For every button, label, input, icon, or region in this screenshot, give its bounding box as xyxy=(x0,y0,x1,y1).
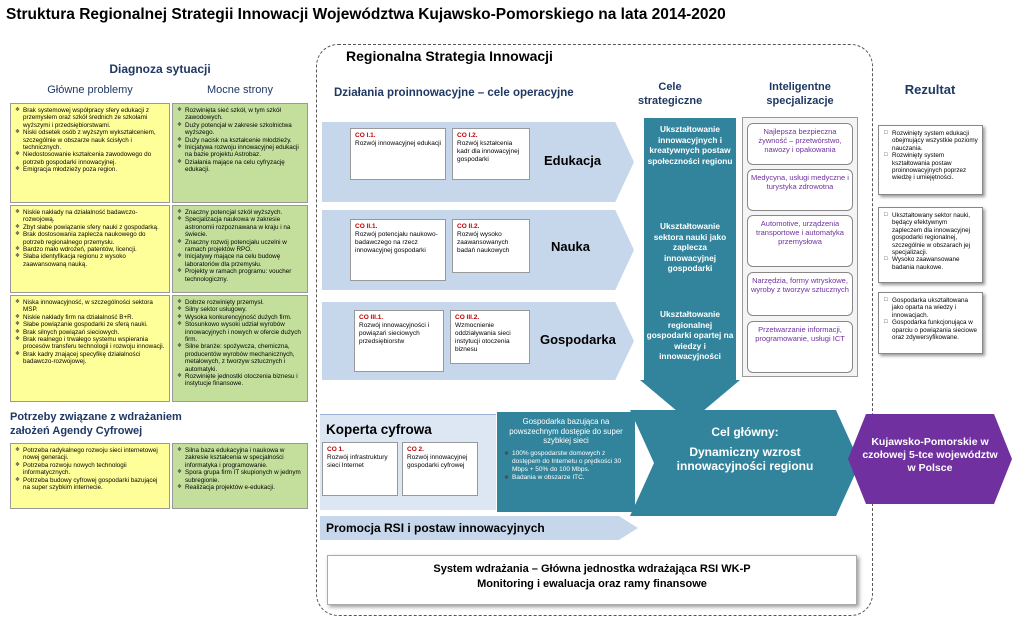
digital-economy-title: Gospodarka bazująca na powszechnym dostępie do super szybkiej sieci xyxy=(509,417,623,445)
list-item: □ Wysoko zaawansowane badania naukowe. xyxy=(892,256,978,271)
problems-box-science xyxy=(10,205,170,293)
list-item: ❖ Brak kadry znającej specyfikę działalności badawczo-rozwojowej. xyxy=(23,351,166,366)
list-item: ❖ Niski odsetek osób z wyższym wykształceniem, szczególnie w obszarze nauk ścisłych i technicznych. xyxy=(23,129,166,151)
list-item: □ Rozwinięty system edukacji obejmujący wszystkie poziomy nauczania. xyxy=(892,130,978,152)
list-item: ❖ Silna baza edukacyjna i naukowa w zakresie kształcenia w specjalności informatyka i programowanie. xyxy=(185,447,304,469)
list-item: ❖ Potrzeba radykalnego rozwoju sieci internetowej nowej generacji. xyxy=(23,447,166,462)
list-item: ❖ Działania mające na celu cyfryzację edukacji. xyxy=(185,159,304,174)
main-goal-text: Dynamiczny wzrost innowacyjności regionu xyxy=(676,445,814,473)
list-item: ❖ Zbyt słabe powiązanie sfery nauki z gospodarką. xyxy=(23,224,166,231)
strategic-goal-2: Ukształtowanie sektora nauki jako zaplecza innowacyjnej gospodarki xyxy=(653,221,727,273)
final-result-text: Kujawsko-Pomorskie w czołowej 5-tce województw w Polsce xyxy=(862,436,998,474)
main-goal-label: Cel główny: xyxy=(711,425,779,439)
list-item: ❖ Niskie nakłady na działalność badawczo-rozwojową. xyxy=(23,209,166,224)
strategic-goal-1: Ukształtowanie innowacyjnych i kreatywnych postaw społeczności regionu xyxy=(647,124,733,166)
strengths-box-economy xyxy=(172,295,308,402)
result-box-education xyxy=(878,125,983,195)
spec-medicine: Medycyna, usługi medyczne i turystyka zdrowotna xyxy=(747,169,853,211)
list-item: ❖ Niedostosowanie kształcenia zawodowego do potrzeb gospodarki innowacyjnej. xyxy=(23,151,166,166)
result-box-economy xyxy=(878,292,983,354)
list-item: ❖ Rozwinięte jednostki otoczenia biznesu i instytucje finansowe. xyxy=(185,373,304,388)
list-item: ❖ Potrzeba rozwoju nowych technologii informatycznych. xyxy=(23,462,166,477)
implementation-system-box xyxy=(327,555,857,605)
problems-header: Główne problemy xyxy=(47,84,133,96)
list-item: ❖ Spora grupa firm IT skupionych w jednym subregionie. xyxy=(185,469,304,484)
digital-agenda-header: Potrzeby związane z wdrażaniem założeń Agendy Cyfrowej xyxy=(10,411,182,437)
spec-ict: Przetwarzanie informacji, programowanie, usługi ICT xyxy=(747,321,853,373)
sector-label-science: Nauka xyxy=(551,239,591,254)
list-item: ❖ Potrzeba budowy cyfrowej gospodarki bazującej na super szybkim internecie. xyxy=(23,477,166,492)
list-item: □ Gospodarka funkcjonująca w oparciu o powiązania sieciowe oraz zdywersyfikowane. xyxy=(892,319,978,341)
rsi-title: Regionalna Strategia Innowacji xyxy=(346,48,553,64)
main-goal xyxy=(660,425,830,473)
sector-label-education: Edukacja xyxy=(544,153,602,168)
list-item: ❖ Brak systemowej współpracy sfery edukacji z przemysłem oraz szkół średnich ze szkołami wyższymi i przedsiębiorstwami. xyxy=(23,107,166,129)
digital-problems-box xyxy=(10,443,170,509)
spec-food: Najlepsza bezpieczna żywność – przetwórstwo, nawozy i opakowania xyxy=(747,123,853,165)
co-box-ii1: CO II.1. Rozwój potencjału naukowo-badawczego na rzecz innowacyjnej gospodarki xyxy=(350,219,446,281)
list-item: ❖ Brak dostosowania zaplecza naukowego do potrzeb regionalnego przemysłu. xyxy=(23,231,166,246)
strengths-header: Mocne strony xyxy=(206,84,274,96)
operational-goals-header: Działania proinnowacyjne – cele operacyjne xyxy=(334,87,574,99)
list-item: ❖ Duży potencjał w zakresie szkolnictwa wyższego. xyxy=(185,122,304,137)
list-item: ❖ Dobrze rozwinięty przemysł. xyxy=(185,299,304,306)
co-box-digital-2: CO 2. Rozwój innowacyjnej gospodarki cyfrowej xyxy=(402,442,478,496)
list-item: ❖ Stosunkowo wysoki udział wyrobów innowacyjnych i nowych w ofercie dużych firm. xyxy=(185,321,304,343)
implementation-system-line1: System wdrażania – Główna jednostka wdrażająca RSI WK-P xyxy=(433,563,751,575)
list-item: ❖ Słabe powiązanie gospodarki ze sferą nauki. xyxy=(23,321,166,328)
list-item: □ Rozwinięty system kształtowania postaw proinnowacyjnych poprzez wiedzę i umiejętności. xyxy=(892,152,978,182)
sector-label-economy: Gospodarka xyxy=(540,332,616,347)
list-item: ❖ Badania w obszarze ITC. xyxy=(512,474,629,482)
promotion-label: Promocja RSI i postaw innowacyjnych xyxy=(326,521,545,535)
strengths-box-science xyxy=(172,205,308,293)
list-item: ❖ Rozwinięta sieć szkół, w tym szkół zawodowych. xyxy=(185,107,304,122)
spec-tools: Narzędzia, formy wtryskowe, wyroby z tworzyw sztucznych xyxy=(747,272,853,316)
problems-box-economy xyxy=(10,295,170,402)
list-item: ❖ 100% gospodarstw domowych z dostępem do Internetu o prędkości 30 Mbps + 50% do 100 Mbps. xyxy=(512,450,629,474)
list-item: ❖ Wysoka konkurencyjność dużych firm. xyxy=(185,314,304,321)
diagnosis-header: Diagnoza sytuacji xyxy=(109,62,211,76)
digital-strengths-box xyxy=(172,443,308,509)
list-item: ❖ Specjalizacja naukowa w zakresie astronomii rozpoznawana w kraju i na świecie. xyxy=(185,216,304,238)
problems-box-education xyxy=(10,103,170,203)
list-item: ❖ Znaczny potencjał szkół wyższych. xyxy=(185,209,304,216)
smart-specializations-header: Inteligentne specjalizacje xyxy=(766,81,834,107)
co-box-i1: CO I.1. Rozwój innowacyjnej edukacji xyxy=(350,128,446,180)
implementation-system-line2: Monitoring i ewaluacja oraz ramy finansowe xyxy=(477,578,707,590)
list-item: ❖ Bardzo mało wdrożeń, patentów, licencji. xyxy=(23,246,166,253)
list-item: ❖ Słaba identyfikacja regionu z wysoko zaawansowaną nauką. xyxy=(23,253,166,268)
list-item: ❖ Znaczny rozwój potencjału uczelni w ramach projektów RPO. xyxy=(185,239,304,254)
list-item: ❖ Brak realnego i trwałego systemu wspierania procesów transferu technologii i rozwoju innowacji. xyxy=(23,336,166,351)
digital-economy-box xyxy=(497,412,635,512)
list-item: ❖ Inicjatywa rozwoju innowacyjnej edukacji na bazie projektu Astrobaz. xyxy=(185,144,304,159)
strategic-goals-header: Cele strategiczne xyxy=(638,81,703,107)
list-item: ❖ Emigracja młodzieży poza region. xyxy=(23,166,166,173)
spec-automotive: Automotive, urządzenia transportowe i automatyka przemysłowa xyxy=(747,215,853,267)
strengths-box-education xyxy=(172,103,308,203)
list-item: ❖ Silne branże: spożywcza, chemiczna, producentów wyrobów mechanicznych, metalowych, z tworzyw sztucznych i automatyki. xyxy=(185,343,304,373)
list-item: ❖ Niskie nakłady firm na działalność B+R. xyxy=(23,314,166,321)
page-title: Struktura Regionalnej Strategii Innowacji Województwa Kujawsko-Pomorskiego na lata 2014-2020 xyxy=(6,6,726,23)
list-item: ❖ Brak silnych powiązań sieciowych. xyxy=(23,329,166,336)
co-box-iii1: CO III.1. Rozwój innowacyjności i powiązań sieciowych przedsiębiorstw xyxy=(354,310,444,372)
strategic-goal-3: Ukształtowanie regionalnej gospodarki opartej na wiedzy i innowacyjności xyxy=(646,309,734,361)
list-item: □ Ukształtowany sektor nauki, będący efektywnym zapleczem dla innowacyjnej gospodarki regionalnej, szczególnie w obszarach jej specjalizacji. xyxy=(892,212,978,256)
co-box-ii2: CO II.2. Rozwój wysoko zaawansowanych badań naukowych xyxy=(452,219,530,273)
digital-envelope-title: Koperta cyfrowa xyxy=(326,422,432,437)
list-item: □ Gospodarka ukształtowana jako oparta na wiedzy i innowacjach. xyxy=(892,297,978,319)
list-item: ❖ Realizacja projektów e-edukacji. xyxy=(185,484,304,491)
co-box-iii2: CO III.2. Wzmocnienie oddziaływania sieci instytucji otoczenia biznesu xyxy=(450,310,530,364)
co-box-i2: CO I.2. Rozwój kształcenia kadr dla innowacyjnej gospodarki xyxy=(452,128,530,180)
list-item: ❖ Silny sektor usługowy. xyxy=(185,306,304,313)
result-box-science xyxy=(878,207,983,283)
list-item: ❖ Inicjatywy mające na celu budowę laboratoriów dla przemysłu. xyxy=(185,253,304,268)
results-header: Rezultat xyxy=(904,82,956,97)
co-box-digital-1: CO 1. Rozwój infrastruktury sieci Internet xyxy=(322,442,398,496)
list-item: ❖ Duży nacisk na kształcenie młodzieży. xyxy=(185,137,304,144)
list-item: ❖ Projekty w ramach programu: voucher technologiczny. xyxy=(185,268,304,283)
list-item: ❖ Niska innowacyjność, w szczególności sektora MSP. xyxy=(23,299,166,314)
